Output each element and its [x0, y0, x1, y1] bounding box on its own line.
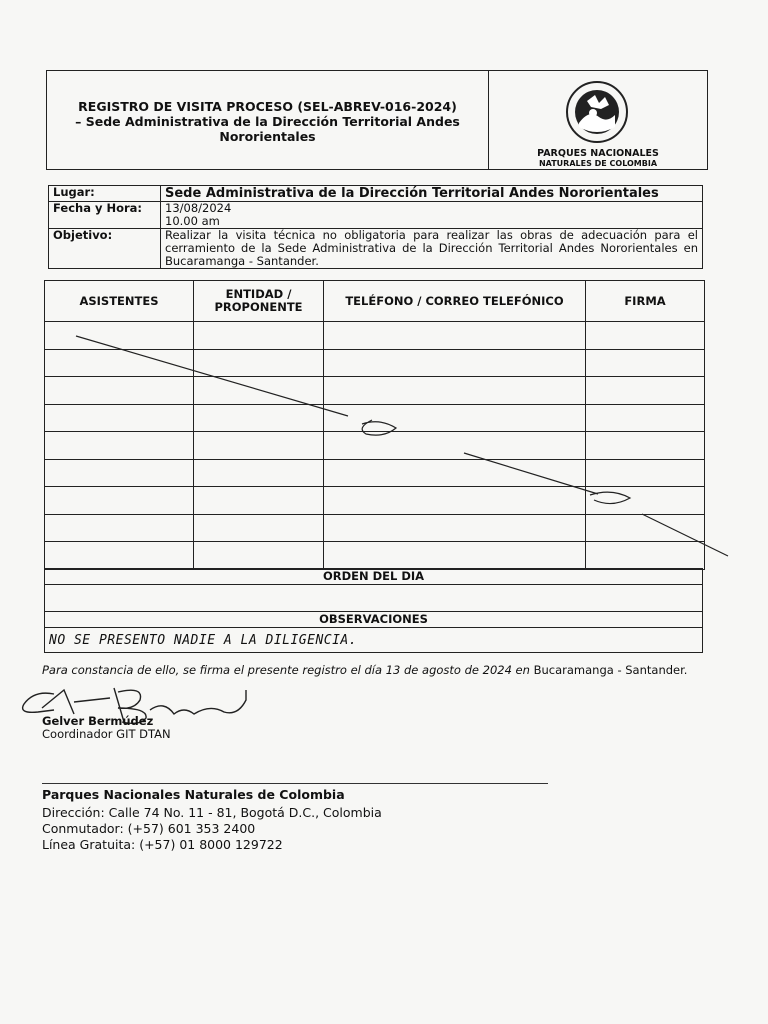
parques-logo-icon	[565, 79, 629, 145]
asistente-cell	[45, 542, 194, 570]
attendance-row	[45, 487, 705, 515]
title-line-2: – Sede Administrativa de la Dirección Territorial Andes	[75, 114, 460, 129]
fecha-row	[49, 202, 703, 229]
document-title	[55, 99, 480, 144]
telefono-cell	[324, 459, 586, 487]
col-asistentes: ASISTENTES	[45, 281, 194, 322]
firma-cell	[586, 487, 705, 515]
attendance-row	[45, 349, 705, 377]
asistente-cell	[45, 349, 194, 377]
col-telefono: TELÉFONO / CORREO TELEFÓNICO	[324, 281, 586, 322]
firma-cell	[586, 514, 705, 542]
objetivo-row	[49, 229, 703, 269]
title-line-1: REGISTRO DE VISITA PROCESO (SEL-ABREV-016-2024)	[78, 99, 457, 114]
observaciones-value: NO SE PRESENTO NADIE A LA DILIGENCIA.	[45, 628, 703, 653]
col-firma: FIRMA	[586, 281, 705, 322]
entidad-cell	[194, 322, 324, 350]
entidad-cell	[194, 432, 324, 460]
footer-address: Dirección: Calle 74 No. 11 - 81, Bogotá D.C., Colombia	[42, 805, 382, 820]
footer-org: Parques Nacionales Naturales de Colombia	[42, 787, 345, 802]
firma-cell	[586, 322, 705, 350]
telefono-cell	[324, 404, 586, 432]
asistente-cell	[45, 487, 194, 515]
objetivo-value: Realizar la visita técnica no obligatoria para realizar las obras de adecuación para el cerramiento de la Sede Administrativa de la Dirección Territorial Andes Nororientales en Bucaramanga - Santander.	[161, 229, 703, 269]
asistente-cell	[45, 377, 194, 405]
logo-caption	[493, 149, 703, 169]
col-entidad: ENTIDAD / PROPONENTE	[194, 281, 324, 322]
firma-cell	[586, 542, 705, 570]
telefono-cell	[324, 432, 586, 460]
header-title-cell	[47, 71, 489, 169]
asistente-cell	[45, 322, 194, 350]
asistente-cell	[45, 432, 194, 460]
entidad-cell	[194, 459, 324, 487]
firma-cell	[586, 349, 705, 377]
telefono-cell	[324, 514, 586, 542]
firma-cell	[586, 377, 705, 405]
attendance-row	[45, 322, 705, 350]
logo-line-2: NATURALES DE COLOMBIA	[538, 159, 658, 168]
constancia-place: Bucaramanga - Santander.	[533, 663, 688, 677]
firma-cell	[586, 404, 705, 432]
entidad-cell	[194, 542, 324, 570]
entidad-cell	[194, 404, 324, 432]
fecha-value: 13/08/2024	[165, 201, 232, 215]
telefono-cell	[324, 542, 586, 570]
attendance-row	[45, 542, 705, 570]
firma-cell	[586, 432, 705, 460]
orden-del-dia-label: ORDEN DEL DIA	[45, 569, 703, 585]
lugar-row	[49, 186, 703, 202]
attendance-header-row	[45, 281, 705, 322]
fecha-label: Fecha y Hora:	[49, 202, 161, 229]
info-table	[48, 185, 703, 269]
footer-divider	[42, 783, 548, 784]
telefono-cell	[324, 349, 586, 377]
attendance-row	[45, 432, 705, 460]
orden-table	[44, 568, 703, 653]
attendance-row	[45, 377, 705, 405]
footer-toll-free: Línea Gratuita: (+57) 01 8000 129722	[42, 837, 283, 852]
lugar-label: Lugar:	[49, 186, 161, 202]
hora-value: 10.00 am	[165, 214, 220, 228]
telefono-cell	[324, 377, 586, 405]
orden-del-dia-value	[45, 585, 703, 612]
firma-cell	[586, 459, 705, 487]
signer-name: Gelver Bermúdez	[42, 714, 154, 728]
asistente-cell	[45, 459, 194, 487]
lugar-value: Sede Administrativa de la Dirección Territorial Andes Nororientales	[161, 186, 703, 202]
title-line-3: Nororientales	[219, 129, 316, 144]
attendance-row	[45, 514, 705, 542]
constancia-text: Para constancia de ello, se firma el presente registro el día 13 de agosto de 2024 en	[42, 663, 530, 677]
constancia-paragraph	[42, 663, 706, 677]
attendance-table	[44, 280, 705, 570]
telefono-cell	[324, 487, 586, 515]
fecha-value-cell	[161, 202, 703, 229]
entidad-cell	[194, 349, 324, 377]
asistente-cell	[45, 514, 194, 542]
attendance-body	[45, 322, 705, 570]
entidad-cell	[194, 377, 324, 405]
logo-line-1: PARQUES NACIONALES	[537, 148, 659, 159]
header-box	[46, 70, 708, 170]
asistente-cell	[45, 404, 194, 432]
telefono-cell	[324, 322, 586, 350]
signer-role: Coordinador GIT DTAN	[42, 727, 171, 741]
objetivo-label: Objetivo:	[49, 229, 161, 269]
footer-phone: Conmutador: (+57) 601 353 2400	[42, 821, 256, 836]
entidad-cell	[194, 487, 324, 515]
attendance-row	[45, 459, 705, 487]
observaciones-label: OBSERVACIONES	[45, 612, 703, 628]
attendance-row	[45, 404, 705, 432]
entidad-cell	[194, 514, 324, 542]
